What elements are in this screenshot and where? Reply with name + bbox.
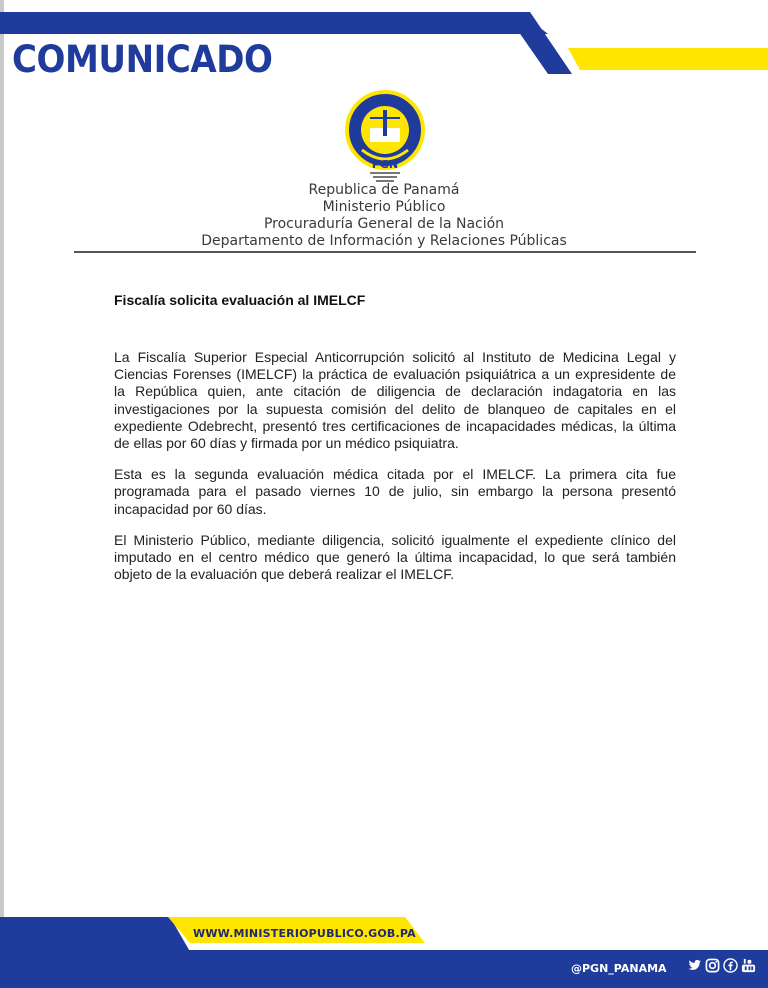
procuraduria-line: Procuraduría General de la Nación (263, 216, 505, 232)
article-body (114, 349, 676, 597)
institution-header (0, 182, 768, 250)
youtube-icon[interactable] (741, 958, 756, 973)
pgn-logo (340, 88, 430, 188)
article-paragraph: Esta es la segunda evaluación médica citada por el IMELCF. La primera cita fue programada para el pasado viernes 10 de julio, sin embargo la persona presentó incapacidad por 60 días. (114, 466, 676, 517)
article-headline: Fiscalía solicita evaluación al IMELCF (114, 292, 366, 308)
facebook-icon[interactable] (723, 958, 738, 973)
country-line: Republica de Panamá (308, 182, 460, 198)
header-divider (74, 251, 696, 253)
instagram-icon[interactable] (705, 958, 720, 973)
header-yellow-stripe (568, 48, 768, 70)
page-left-border (0, 0, 4, 988)
article-paragraph: El Ministerio Público, mediante diligencia, solicitó igualmente el expediente clínico del imputado en el centro médico que generó la última incapacidad, lo que será también objeto de la evaluación que deberá realizar el IMELCF. (114, 531, 676, 583)
department-line: Departamento de Información y Relaciones Públicas (201, 233, 567, 249)
page-title: COMUNICADO (12, 38, 273, 81)
twitter-icon[interactable] (687, 958, 702, 973)
social-handle[interactable]: @PGN_PANAMA (571, 962, 667, 975)
ministry-line: Ministerio Público (322, 199, 446, 215)
social-icons (687, 958, 756, 973)
header-blue-band (0, 12, 548, 34)
header-blue-wedge (505, 12, 572, 74)
website-link[interactable]: WWW.MINISTERIOPUBLICO.GOB.PA (193, 927, 416, 940)
footer-blue-left (0, 917, 192, 955)
logo-acronym: PGN (371, 158, 399, 171)
article-paragraph: La Fiscalía Superior Especial Anticorrupción solicitó al Instituto de Medicina Legal y Ciencias Forenses (IMELCF) la práctica de evaluación psiquiátrica a un expresidente de la República quien, ante citación de diligencia de declaración indagatoria en las investigaciones por la supuesta comisión del delito de blanqueo de capitales en el expediente Odebrecht, presentó tres certificaciones de incapacidades médicas, la última de ellas por 60 días y firmada por un médico psiquiatra. (114, 349, 676, 452)
